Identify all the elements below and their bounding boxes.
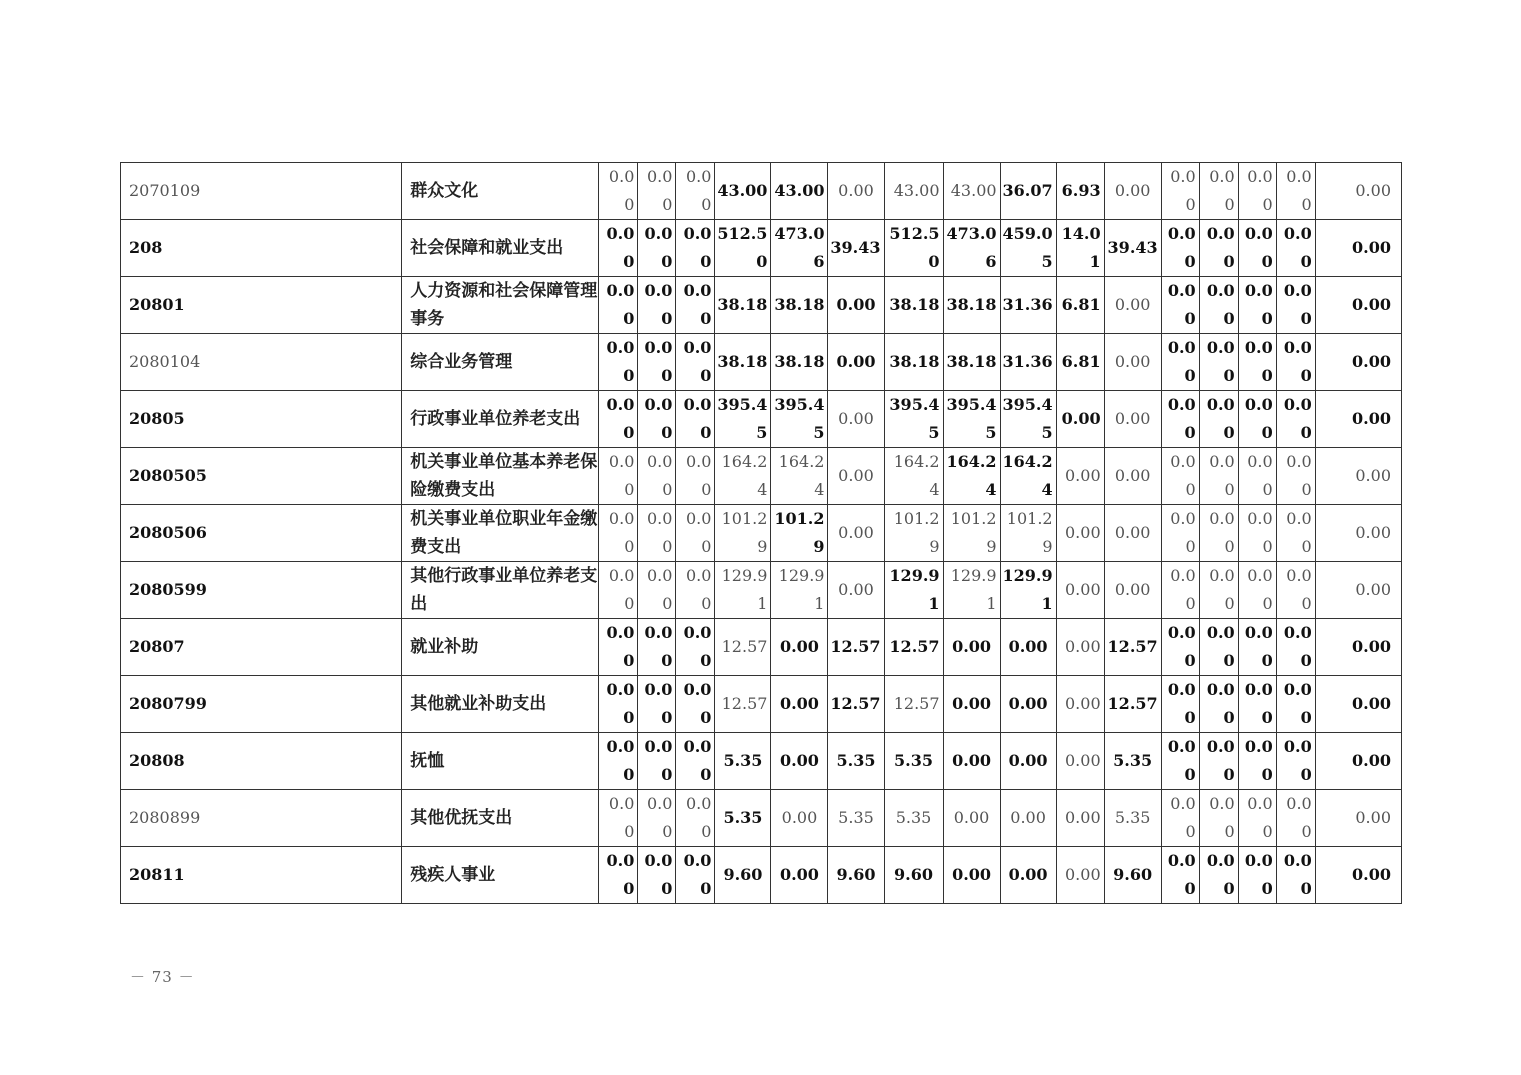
amount-cell: 0.00 <box>1199 391 1238 448</box>
amount-cell: 9.60 <box>884 847 943 904</box>
subject-name: 其他就业补助支出 <box>402 676 599 733</box>
amount-cell: 0.00 <box>1104 163 1161 220</box>
amount-cell: 0.00 <box>1056 619 1104 676</box>
subject-name: 其他优抚支出 <box>402 790 599 847</box>
amount-cell: 0.00 <box>1276 391 1315 448</box>
amount-cell: 0.00 <box>828 448 884 505</box>
amount-cell: 0.00 <box>1199 790 1238 847</box>
subject-code: 2070109 <box>121 163 402 220</box>
amount-cell: 0.00 <box>1161 676 1199 733</box>
amount-cell: 5.35 <box>884 790 943 847</box>
amount-cell: 0.00 <box>1315 334 1401 391</box>
amount-cell: 38.18 <box>884 277 943 334</box>
amount-cell: 0.00 <box>1315 676 1401 733</box>
amount-cell: 0.00 <box>638 163 676 220</box>
amount-cell: 395.45 <box>943 391 1000 448</box>
amount-cell: 0.00 <box>1238 391 1276 448</box>
amount-cell: 0.00 <box>1161 619 1199 676</box>
amount-cell: 38.18 <box>943 277 1000 334</box>
amount-cell: 0.00 <box>1238 733 1276 790</box>
table-row <box>121 562 1402 619</box>
subject-code: 2080899 <box>121 790 402 847</box>
amount-cell: 0.00 <box>943 619 1000 676</box>
amount-cell: 0.00 <box>1104 391 1161 448</box>
table-row <box>121 391 1402 448</box>
amount-cell: 0.00 <box>828 562 884 619</box>
amount-cell: 0.00 <box>828 505 884 562</box>
amount-cell: 0.00 <box>599 505 638 562</box>
amount-cell: 0.00 <box>1315 847 1401 904</box>
amount-cell: 39.43 <box>1104 220 1161 277</box>
amount-cell: 0.00 <box>676 220 715 277</box>
amount-cell: 0.00 <box>1000 847 1056 904</box>
subject-name: 抚恤 <box>402 733 599 790</box>
table-row <box>121 277 1402 334</box>
amount-cell: 512.50 <box>884 220 943 277</box>
amount-cell: 164.24 <box>715 448 771 505</box>
amount-cell: 0.00 <box>1276 448 1315 505</box>
page-number: － 73 － <box>130 968 195 986</box>
amount-cell: 0.00 <box>828 277 884 334</box>
amount-cell: 0.00 <box>1276 676 1315 733</box>
amount-cell: 0.00 <box>1315 733 1401 790</box>
table-row <box>121 619 1402 676</box>
amount-cell: 5.35 <box>828 790 884 847</box>
amount-cell: 395.45 <box>884 391 943 448</box>
amount-cell: 473.06 <box>943 220 1000 277</box>
amount-cell: 43.00 <box>715 163 771 220</box>
amount-cell: 0.00 <box>1161 790 1199 847</box>
amount-cell: 0.00 <box>676 790 715 847</box>
amount-cell: 0.00 <box>599 448 638 505</box>
amount-cell: 5.35 <box>715 790 771 847</box>
amount-cell: 395.45 <box>1000 391 1056 448</box>
subject-name: 群众文化 <box>402 163 599 220</box>
amount-cell: 0.00 <box>1161 334 1199 391</box>
amount-cell: 5.35 <box>715 733 771 790</box>
amount-cell: 0.00 <box>638 448 676 505</box>
amount-cell: 0.00 <box>1315 391 1401 448</box>
amount-cell: 129.91 <box>1000 562 1056 619</box>
amount-cell: 129.91 <box>715 562 771 619</box>
amount-cell: 43.00 <box>943 163 1000 220</box>
amount-cell: 0.00 <box>828 334 884 391</box>
amount-cell: 0.00 <box>1276 220 1315 277</box>
amount-cell: 0.00 <box>828 163 884 220</box>
amount-cell: 0.00 <box>599 733 638 790</box>
amount-cell: 12.57 <box>715 619 771 676</box>
amount-cell: 0.00 <box>771 676 828 733</box>
amount-cell: 101.29 <box>715 505 771 562</box>
amount-cell: 0.00 <box>1161 163 1199 220</box>
amount-cell: 6.81 <box>1056 334 1104 391</box>
table-row <box>121 790 1402 847</box>
amount-cell: 9.60 <box>715 847 771 904</box>
amount-cell: 39.43 <box>828 220 884 277</box>
amount-cell: 0.00 <box>1238 448 1276 505</box>
amount-cell: 0.00 <box>676 505 715 562</box>
subject-code: 2080506 <box>121 505 402 562</box>
amount-cell: 43.00 <box>771 163 828 220</box>
amount-cell: 164.24 <box>1000 448 1056 505</box>
amount-cell: 5.35 <box>1104 733 1161 790</box>
amount-cell: 12.57 <box>884 676 943 733</box>
amount-cell: 164.24 <box>884 448 943 505</box>
amount-cell: 0.00 <box>1199 619 1238 676</box>
amount-cell: 0.00 <box>771 790 828 847</box>
subject-name: 行政事业单位养老支出 <box>402 391 599 448</box>
amount-cell: 0.00 <box>771 733 828 790</box>
amount-cell: 0.00 <box>599 334 638 391</box>
amount-cell: 38.18 <box>715 277 771 334</box>
amount-cell: 129.91 <box>943 562 1000 619</box>
amount-cell: 6.81 <box>1056 277 1104 334</box>
amount-cell: 0.00 <box>1276 562 1315 619</box>
amount-cell: 0.00 <box>1238 790 1276 847</box>
amount-cell: 0.00 <box>1056 676 1104 733</box>
subject-code: 208 <box>121 220 402 277</box>
amount-cell: 12.57 <box>828 676 884 733</box>
amount-cell: 9.60 <box>1104 847 1161 904</box>
amount-cell: 0.00 <box>1199 277 1238 334</box>
amount-cell: 0.00 <box>1056 448 1104 505</box>
amount-cell: 101.29 <box>771 505 828 562</box>
amount-cell: 0.00 <box>638 334 676 391</box>
amount-cell: 0.00 <box>1315 562 1401 619</box>
subject-code: 20811 <box>121 847 402 904</box>
amount-cell: 36.07 <box>1000 163 1056 220</box>
amount-cell: 0.00 <box>1104 562 1161 619</box>
amount-cell: 38.18 <box>771 277 828 334</box>
amount-cell: 0.00 <box>1056 790 1104 847</box>
amount-cell: 9.60 <box>828 847 884 904</box>
amount-cell: 0.00 <box>676 163 715 220</box>
amount-cell: 0.00 <box>771 619 828 676</box>
amount-cell: 12.57 <box>1104 676 1161 733</box>
amount-cell: 0.00 <box>1199 505 1238 562</box>
amount-cell: 0.00 <box>638 562 676 619</box>
amount-cell: 0.00 <box>1238 619 1276 676</box>
amount-cell: 0.00 <box>638 277 676 334</box>
amount-cell: 0.00 <box>599 220 638 277</box>
amount-cell: 0.00 <box>599 391 638 448</box>
amount-cell: 0.00 <box>1276 847 1315 904</box>
amount-cell: 0.00 <box>1199 163 1238 220</box>
amount-cell: 0.00 <box>1056 733 1104 790</box>
amount-cell: 0.00 <box>599 619 638 676</box>
amount-cell: 14.01 <box>1056 220 1104 277</box>
amount-cell: 0.00 <box>1238 220 1276 277</box>
amount-cell: 0.00 <box>1276 733 1315 790</box>
subject-code: 20805 <box>121 391 402 448</box>
amount-cell: 0.00 <box>676 448 715 505</box>
table-row <box>121 163 1402 220</box>
amount-cell: 0.00 <box>771 847 828 904</box>
amount-cell: 473.06 <box>771 220 828 277</box>
amount-cell: 129.91 <box>771 562 828 619</box>
amount-cell: 0.00 <box>1315 277 1401 334</box>
amount-cell: 0.00 <box>943 847 1000 904</box>
amount-cell: 0.00 <box>1161 562 1199 619</box>
amount-cell: 0.00 <box>676 334 715 391</box>
amount-cell: 459.05 <box>1000 220 1056 277</box>
amount-cell: 0.00 <box>1276 505 1315 562</box>
amount-cell: 0.00 <box>828 391 884 448</box>
table-row <box>121 676 1402 733</box>
amount-cell: 0.00 <box>1161 733 1199 790</box>
amount-cell: 0.00 <box>1315 505 1401 562</box>
amount-cell: 0.00 <box>599 676 638 733</box>
amount-cell: 0.00 <box>1104 448 1161 505</box>
amount-cell: 5.35 <box>828 733 884 790</box>
amount-cell: 0.00 <box>1000 619 1056 676</box>
amount-cell: 0.00 <box>638 220 676 277</box>
amount-cell: 12.57 <box>715 676 771 733</box>
amount-cell: 5.35 <box>884 733 943 790</box>
amount-cell: 0.00 <box>1161 847 1199 904</box>
subject-name: 就业补助 <box>402 619 599 676</box>
amount-cell: 0.00 <box>638 790 676 847</box>
amount-cell: 101.29 <box>884 505 943 562</box>
amount-cell: 0.00 <box>1161 277 1199 334</box>
amount-cell: 38.18 <box>715 334 771 391</box>
subject-name: 人力资源和社会保障管理事务 <box>402 277 599 334</box>
amount-cell: 0.00 <box>1199 676 1238 733</box>
amount-cell: 12.57 <box>828 619 884 676</box>
amount-cell: 0.00 <box>1238 163 1276 220</box>
amount-cell: 0.00 <box>676 619 715 676</box>
amount-cell: 0.00 <box>1056 562 1104 619</box>
amount-cell: 101.29 <box>1000 505 1056 562</box>
subject-code: 2080104 <box>121 334 402 391</box>
amount-cell: 0.00 <box>599 277 638 334</box>
amount-cell: 0.00 <box>1056 847 1104 904</box>
amount-cell: 0.00 <box>676 391 715 448</box>
amount-cell: 0.00 <box>638 847 676 904</box>
amount-cell: 0.00 <box>676 847 715 904</box>
amount-cell: 0.00 <box>1104 334 1161 391</box>
amount-cell: 31.36 <box>1000 334 1056 391</box>
amount-cell: 0.00 <box>1056 505 1104 562</box>
amount-cell: 0.00 <box>1238 847 1276 904</box>
amount-cell: 0.00 <box>638 619 676 676</box>
amount-cell: 0.00 <box>599 163 638 220</box>
amount-cell: 0.00 <box>599 562 638 619</box>
subject-code: 2080799 <box>121 676 402 733</box>
subject-code: 20807 <box>121 619 402 676</box>
amount-cell: 0.00 <box>1104 505 1161 562</box>
table-body <box>121 163 1402 904</box>
amount-cell: 0.00 <box>1276 790 1315 847</box>
subject-name: 机关事业单位职业年金缴费支出 <box>402 505 599 562</box>
amount-cell: 6.93 <box>1056 163 1104 220</box>
amount-cell: 0.00 <box>943 676 1000 733</box>
amount-cell: 0.00 <box>1276 163 1315 220</box>
amount-cell: 0.00 <box>676 733 715 790</box>
amount-cell: 0.00 <box>676 676 715 733</box>
table-row <box>121 505 1402 562</box>
amount-cell: 12.57 <box>884 619 943 676</box>
amount-cell: 31.36 <box>1000 277 1056 334</box>
amount-cell: 164.24 <box>943 448 1000 505</box>
amount-cell: 512.50 <box>715 220 771 277</box>
amount-cell: 0.00 <box>676 562 715 619</box>
table-row <box>121 334 1402 391</box>
amount-cell: 0.00 <box>599 847 638 904</box>
amount-cell: 0.00 <box>1161 220 1199 277</box>
subject-name: 残疾人事业 <box>402 847 599 904</box>
amount-cell: 0.00 <box>1199 448 1238 505</box>
amount-cell: 0.00 <box>1199 562 1238 619</box>
amount-cell: 38.18 <box>771 334 828 391</box>
amount-cell: 101.29 <box>943 505 1000 562</box>
amount-cell: 0.00 <box>1276 277 1315 334</box>
amount-cell: 43.00 <box>884 163 943 220</box>
amount-cell: 0.00 <box>1238 334 1276 391</box>
amount-cell: 0.00 <box>1161 391 1199 448</box>
amount-cell: 0.00 <box>1315 163 1401 220</box>
amount-cell: 0.00 <box>1276 619 1315 676</box>
amount-cell: 0.00 <box>1238 505 1276 562</box>
subject-name: 综合业务管理 <box>402 334 599 391</box>
amount-cell: 0.00 <box>1199 334 1238 391</box>
amount-cell: 0.00 <box>1104 277 1161 334</box>
amount-cell: 0.00 <box>1238 676 1276 733</box>
amount-cell: 0.00 <box>638 505 676 562</box>
amount-cell: 0.00 <box>1315 220 1401 277</box>
amount-cell: 395.45 <box>771 391 828 448</box>
amount-cell: 0.00 <box>1056 391 1104 448</box>
subject-name: 机关事业单位基本养老保险缴费支出 <box>402 448 599 505</box>
amount-cell: 0.00 <box>1000 733 1056 790</box>
amount-cell: 0.00 <box>1199 220 1238 277</box>
table-row <box>121 733 1402 790</box>
amount-cell: 0.00 <box>1238 277 1276 334</box>
amount-cell: 0.00 <box>1276 334 1315 391</box>
subject-code: 20808 <box>121 733 402 790</box>
amount-cell: 0.00 <box>676 277 715 334</box>
amount-cell: 0.00 <box>1161 448 1199 505</box>
amount-cell: 0.00 <box>1315 790 1401 847</box>
amount-cell: 0.00 <box>943 733 1000 790</box>
amount-cell: 0.00 <box>638 676 676 733</box>
subject-name: 其他行政事业单位养老支出 <box>402 562 599 619</box>
amount-cell: 0.00 <box>1000 676 1056 733</box>
amount-cell: 12.57 <box>1104 619 1161 676</box>
amount-cell: 38.18 <box>884 334 943 391</box>
amount-cell: 0.00 <box>1315 448 1401 505</box>
subject-code: 20801 <box>121 277 402 334</box>
table-row <box>121 220 1402 277</box>
amount-cell: 38.18 <box>943 334 1000 391</box>
amount-cell: 0.00 <box>943 790 1000 847</box>
amount-cell: 0.00 <box>1199 733 1238 790</box>
amount-cell: 5.35 <box>1104 790 1161 847</box>
amount-cell: 0.00 <box>1315 619 1401 676</box>
subject-code: 2080505 <box>121 448 402 505</box>
amount-cell: 0.00 <box>1238 562 1276 619</box>
amount-cell: 0.00 <box>1161 505 1199 562</box>
subject-code: 2080599 <box>121 562 402 619</box>
amount-cell: 0.00 <box>1199 847 1238 904</box>
amount-cell: 395.45 <box>715 391 771 448</box>
table-row <box>121 847 1402 904</box>
amount-cell: 0.00 <box>599 790 638 847</box>
table-row <box>121 448 1402 505</box>
amount-cell: 164.24 <box>771 448 828 505</box>
amount-cell: 0.00 <box>638 391 676 448</box>
subject-name: 社会保障和就业支出 <box>402 220 599 277</box>
amount-cell: 129.91 <box>884 562 943 619</box>
budget-table <box>120 162 1402 904</box>
amount-cell: 0.00 <box>638 733 676 790</box>
amount-cell: 0.00 <box>1000 790 1056 847</box>
